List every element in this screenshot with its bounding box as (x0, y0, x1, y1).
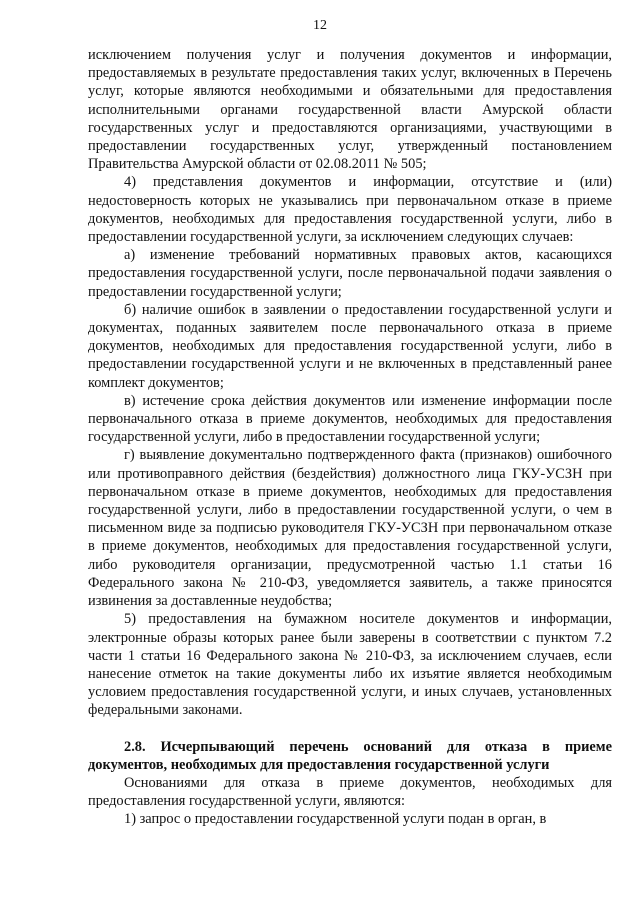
paragraph-item-5: 5) предоставления на бумажном носителе документов и информации, электронные образы которых ранее были заверены в соответствии с пунктом 7.2 части 1 статьи 16 Федерального закона № 210-ФЗ, за исключением случаев, если нанесение отметок на такие документы либо их изъятие является необходимым условием предоставления государственной услуги, и иных случаев, установленных федеральными законами. (88, 611, 612, 719)
paragraph-subitem-a: а) изменение требований нормативных правовых актов, касающихся предоставления государственной услуги, после первоначальной подачи заявления о предоставлении государственной услуги; (88, 247, 612, 300)
paragraph-continuation: исключением получения услуг и получения документов и информации, предоставляемых в результате предоставления таких услуг, включенных в Перечень услуг, которые являются необходимыми и обязательными для предоставления исполнительными органами государственной власти Амурской области государственных услуг и предоставляются организациями, участвующими в предоставлении государственных услуг, утвержденный постановлением Правительства Амурской области от 02.08.2011 № 505; (88, 47, 612, 173)
paragraph-subitem-b: б) наличие ошибок в заявлении о предоставлении государственной услуги и документах, поданных заявителем после первоначального отказа в приеме документов, необходимых для предоставления государственной услуги, либо в предоставлении государственной услуги и не включенных в представленный ранее комплект документов; (88, 301, 612, 391)
section-paragraph-intro: Основаниями для отказа в приеме документов, необходимых для предоставления государственной услуги, являются: (88, 774, 612, 810)
paragraph-item-4: 4) представления документов и информации, отсутствие и (или) недостоверность которых не указывались при первоначальном отказе в приеме документов, необходимых для предоставления государственной услуги, либо в предоставлении государственной услуги, за исключением следующих случаев: (88, 174, 612, 246)
paragraph-subitem-v: в) истечение срока действия документов или изменение информации после первоначального отказа в приеме документов, необходимых для предоставления государственной услуги, либо в предоставлении государственной услуги; (88, 392, 612, 446)
page-number: 12 (313, 18, 327, 33)
paragraph-subitem-g: г) выявление документально подтвержденного факта (признаков) ошибочного или противоправного действия (бездействия) должностного лица ГКУ-УСЗН при первоначальном отказе в приеме документов, необходимых для предоставления государственной услуги, либо в предоставлении государственной услуги, о чем в письменном виде за подписью руководителя ГКУ-УСЗН при первоначальном отказе в приеме документов, необходимых для предоставления государственной услуги, либо руководителя организации, предусмотренной частью 1.1 статьи 16 Федерального закона № 210-ФЗ, уведомляется заявитель, а также приносятся извинения за доставленные неудобства; (88, 447, 612, 610)
section-paragraph-item-1: 1) запрос о предоставлении государственной услуги подан в орган, в (124, 811, 547, 828)
section-heading: 2.8. Исчерпывающий перечень оснований для отказа в приеме документов, необходимых для предоставления государственной услуги (88, 738, 612, 773)
document-body (88, 46, 612, 829)
